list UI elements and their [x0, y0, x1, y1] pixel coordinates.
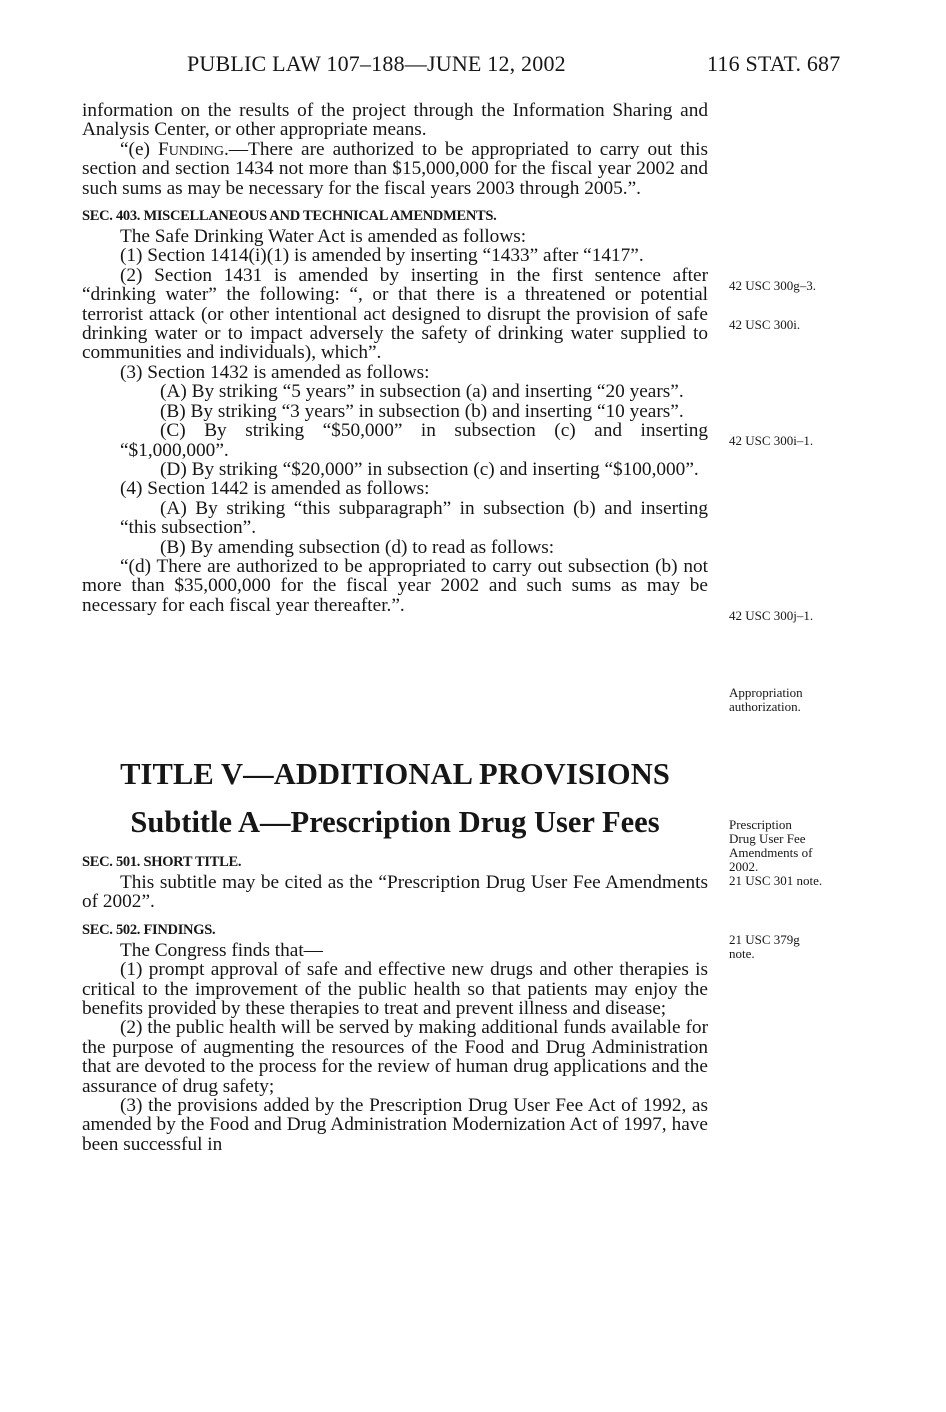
paragraph-continuation: information on the results of the project through the Information Sharing and Analysis Center, or other appropriate means. [82, 100, 708, 141]
amendment-item-1: (1) Section 1414(i)(1) is amended by inserting “1433” after “1417”. [120, 245, 644, 267]
amendment-item-4b-quote: “(d) There are authorized to be appropriated to carry out subsection (b) not more than $35,000,000 for the fiscal year 2002 and such sums as may be necessary for each fiscal year thereafter.”. [82, 555, 708, 616]
finding-2: (2) the public health will be served by making additional funds available for the purpose of augmenting the resources of the Food and Drug Administration that are devoted to the process for the review of human drug applications and the assurance of drug safety; [82, 1017, 708, 1097]
margin-note-line: 2002. [729, 859, 759, 874]
paragraph-funding [82, 140, 708, 198]
amendment-item-3a: (A) By striking “5 years” in subsection (a) and inserting “20 years”. [160, 381, 684, 403]
paragraph-intro: The Safe Drinking Water Act is amended as follows: [120, 226, 527, 248]
margin-note-line: Amendments of [729, 845, 813, 860]
body-text-sec-402-403 [82, 101, 708, 615]
amendment-item-2: (2) Section 1431 is amended by inserting in the first sentence after “drinking water” the following: “, or that there is a threatened or potential terrorist attack (or other intentional act designed to disrupt the provision of safe drinking water or to impact adversely the safety of drinking water supplied to communities and individuals), which”. [82, 264, 708, 364]
funding-smallcaps: Funding [158, 138, 224, 160]
margin-note-line: Drug User Fee [729, 831, 806, 846]
margin-note-prescription-fee [729, 818, 822, 888]
section-heading-403: SEC. 403. MISCELLANEOUS AND TECHNICAL AMENDMENTS. [82, 208, 497, 225]
finding-3: (3) the provisions added by the Prescription Drug User Fee Act of 1992, as amended by the Food and Drug Administration Modernization Act of 1997, have been successful in [82, 1095, 708, 1155]
funding-rest: .—There are authorized to be appropriated to carry out this section and section 1434 not more than $15,000,000 for the fiscal year 2002 and such sums as may be necessary for the fiscal years 2003 through 2005.”. [82, 138, 708, 199]
margin-note-21-usc-379g [729, 933, 800, 961]
amendment-item-4a: (A) By striking “this subparagraph” in subsection (b) and inserting “this subsection”. [120, 497, 708, 539]
margin-note-line: 21 USC 301 note. [729, 873, 823, 888]
subtitle-heading: Subtitle A—Prescription Drug User Fees [130, 805, 660, 839]
body-text-sec-501-502 [82, 848, 708, 1154]
running-header-title: PUBLIC LAW 107–188—JUNE 12, 2002 [187, 51, 566, 76]
margin-note-line: note. [729, 946, 755, 961]
section-heading-502: SEC. 502. FINDINGS. [82, 921, 216, 938]
title-heading: TITLE V—ADDITIONAL PROVISIONS [120, 757, 670, 791]
amendment-item-4: (4) Section 1442 is amended as follows: [120, 478, 430, 500]
running-header-stat-page: 116 STAT. 687 [707, 51, 841, 76]
margin-note-line: Prescription [729, 817, 792, 832]
margin-note-42-usc-300j-1: 42 USC 300j–1. [729, 608, 814, 623]
amendment-item-3: (3) Section 1432 is amended as follows: [120, 361, 430, 383]
margin-note-line: 21 USC 379g [729, 932, 800, 947]
margin-note-appropriation [729, 686, 803, 714]
funding-label: “(e) [120, 138, 158, 160]
margin-note-line: authorization. [729, 699, 801, 714]
paragraph-findings-intro: The Congress finds that— [120, 939, 323, 961]
finding-1: (1) prompt approval of safe and effective new drugs and other therapies is critical to the improvement of the public health so that patients may enjoy the benefits provided by these therapies to treat and prevent illness and disease; [82, 959, 708, 1020]
amendment-item-3c: (C) By striking “$50,000” in subsection (c) and inserting “$1,000,000”. [120, 420, 708, 461]
margin-note-42-usc-300i-1: 42 USC 300i–1. [729, 433, 814, 448]
amendment-item-4b: (B) By amending subsection (d) to read as follows: [160, 536, 555, 558]
margin-note-line: Appropriation [729, 685, 803, 700]
paragraph-short-title: This subtitle may be cited as the “Prescription Drug User Fee Amendments of 2002”. [82, 872, 708, 913]
margin-note-42-usc-300i: 42 USC 300i. [729, 317, 801, 332]
margin-note-42-usc-300g-3: 42 USC 300g–3. [729, 278, 817, 293]
section-heading-501: SEC. 501. SHORT TITLE. [82, 854, 242, 870]
amendment-item-3d: (D) By striking “$20,000” in subsection (c) and inserting “$100,000”. [160, 458, 699, 480]
amendment-item-3b: (B) By striking “3 years” in subsection (b) and inserting “10 years”. [160, 400, 684, 422]
